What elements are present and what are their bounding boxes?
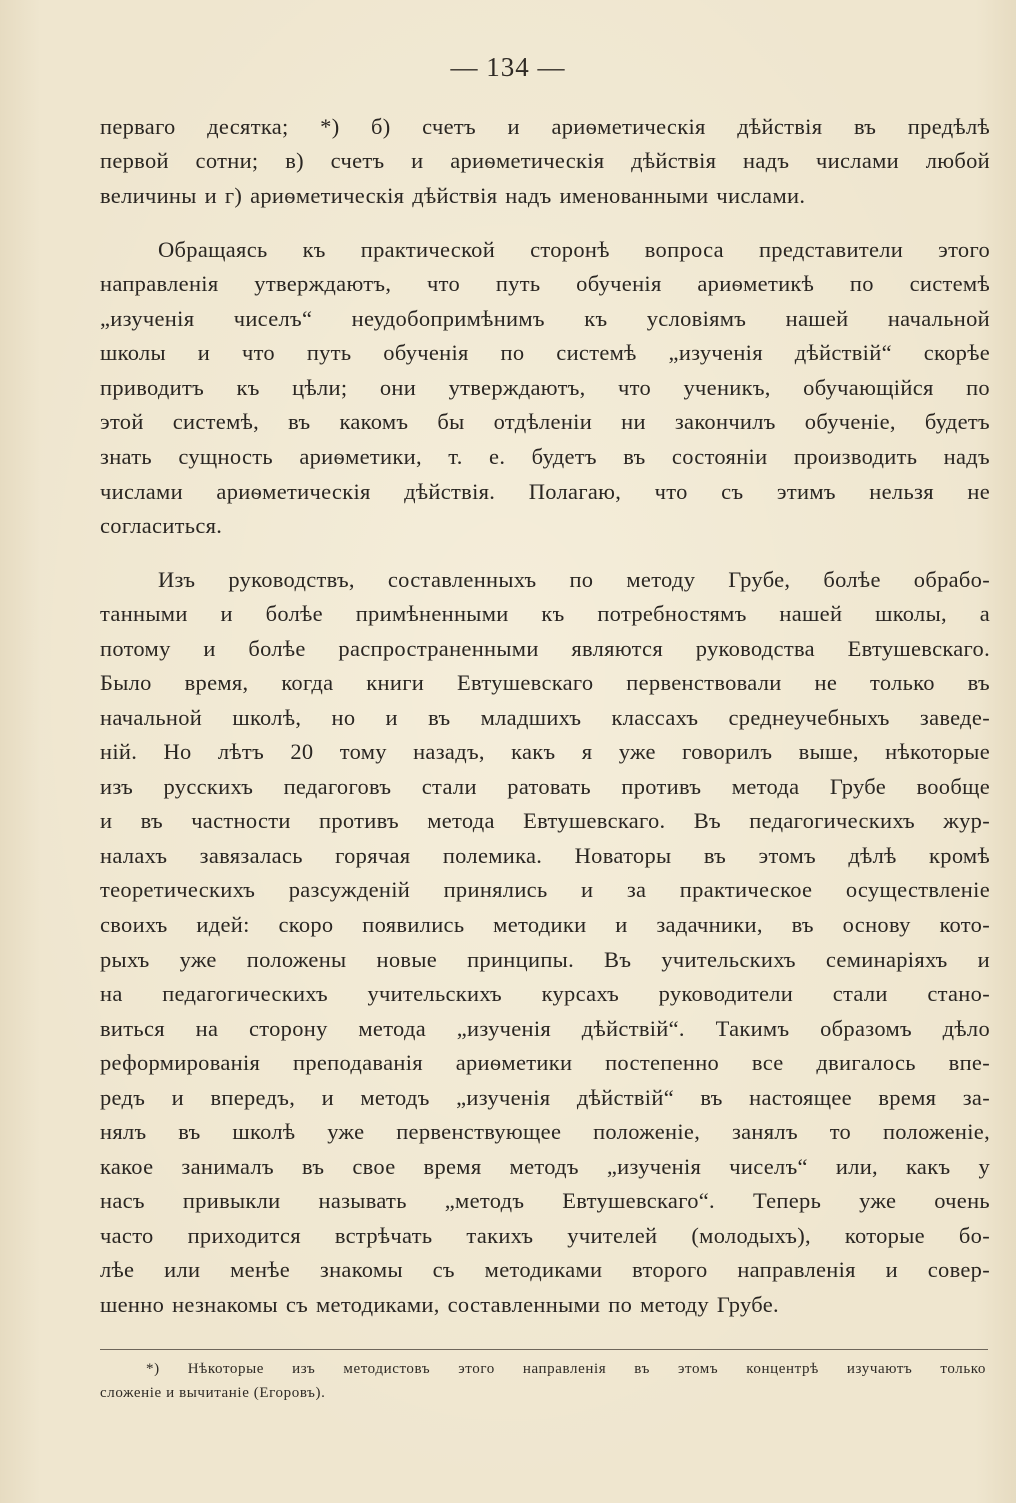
footnote-divider: [100, 1349, 988, 1350]
text-line: согласиться.: [100, 513, 223, 538]
text-line: этой системѣ, въ какомъ бы отдѣленіи ни закончилъ обученіе, будетъ: [100, 409, 990, 434]
footnote-line: сложеніе и вычитаніе (Егоровъ).: [100, 1385, 326, 1401]
text-line: Изъ руководствъ, составленныхъ по методу Грубе, болѣе обрабо-: [158, 567, 990, 592]
text-line: начальной школѣ, но и въ младшихъ классахъ среднеучебныхъ заведе-: [100, 705, 990, 730]
text-line: шенно незнакомы съ методиками, составленными по методу Грубе.: [100, 1292, 779, 1317]
text-line: налахъ завязалась горячая полемика. Новаторы въ этомъ дѣлѣ кромѣ: [100, 843, 990, 868]
text-line: рыхъ уже положены новые принципы. Въ учительскихъ семинаріяхъ и: [100, 947, 990, 972]
text-line: лѣе или менѣе знакомы съ методиками второго направленія и совер-: [100, 1257, 990, 1282]
text-line: знать сущность ариѳметики, т. е. будетъ въ состояніи производить надъ: [100, 444, 990, 469]
text-line: часто приходится встрѣчать такихъ учителей (молодыхъ), которые бо-: [100, 1223, 990, 1248]
text-line: танными и болѣе примѣненными къ потребностямъ нашей школы, а: [100, 601, 990, 626]
text-line: школы и что путь обученія по системѣ „изученія дѣйствій“ скорѣе: [100, 340, 990, 365]
text-line: теоретическихъ разсужденій принялись и за практическое осуществленіе: [100, 877, 990, 902]
text-line: первой сотни; в) счетъ и ариѳметическія дѣйствія надъ числами любой: [100, 148, 990, 173]
text-line: виться на сторону метода „изученія дѣйствій“. Такимъ образомъ дѣло: [100, 1016, 990, 1041]
text-line: Было время, когда книги Евтушевскаго первенствовали не только въ: [100, 670, 990, 695]
text-line: величины и г) ариѳметическія дѣйствія надъ именованными числами.: [100, 183, 806, 208]
text-line: потому и болѣе распространенными являются руководства Евтушевскаго.: [100, 636, 990, 661]
text-line: реформированія преподаванія ариѳметики постепенно все двигалось впе-: [100, 1050, 990, 1075]
text-line: перваго десятка; *) б) счетъ и ариѳметическія дѣйствія въ предѣлѣ: [100, 114, 990, 139]
text-line: изъ русскихъ педагоговъ стали ратовать противъ метода Грубе вообще: [100, 774, 990, 799]
footnote-line: *) Нѣкоторые изъ методистовъ этого направленія въ этомъ концентрѣ изучаютъ только: [146, 1361, 986, 1377]
page-number: — 134 —: [450, 52, 566, 82]
text-line: и въ частности противъ метода Евтушевскаго. Въ педагогическихъ жур-: [100, 808, 990, 833]
text-line: направленія утверждаютъ, что путь обученія ариѳметикѣ по системѣ: [100, 271, 990, 296]
text-line: редъ и впередъ, и методъ „изученія дѣйствій“ въ настоящее время за-: [100, 1085, 990, 1110]
text-line: какое занималъ въ свое время методъ „изученія чиселъ“ или, какъ у: [100, 1154, 990, 1179]
text-line: своихъ идей: скоро появились методики и задачники, въ основу кото-: [100, 912, 990, 937]
text-line: приводитъ къ цѣли; они утверждаютъ, что ученикъ, обучающійся по: [100, 375, 990, 400]
text-line: на педагогическихъ учительскихъ курсахъ руководители стали стано-: [100, 981, 990, 1006]
text-line: насъ привыкли называть „методъ Евтушевскаго“. Теперь уже очень: [100, 1188, 990, 1213]
text-line: числами ариѳметическія дѣйствія. Полагаю, что съ этимъ нельзя не: [100, 479, 990, 504]
text-line: Обращаясь къ практической сторонѣ вопроса представители этого: [158, 237, 990, 262]
text-line: „изученія чиселъ“ неудобопримѣнимъ къ условіямъ нашей начальной: [100, 306, 990, 331]
text-line: ній. Но лѣтъ 20 тому назадъ, какъ я уже говорилъ выше, нѣкоторые: [100, 739, 990, 764]
text-line: нялъ въ школѣ уже первенствующее положеніе, занялъ то положеніе,: [100, 1119, 990, 1144]
